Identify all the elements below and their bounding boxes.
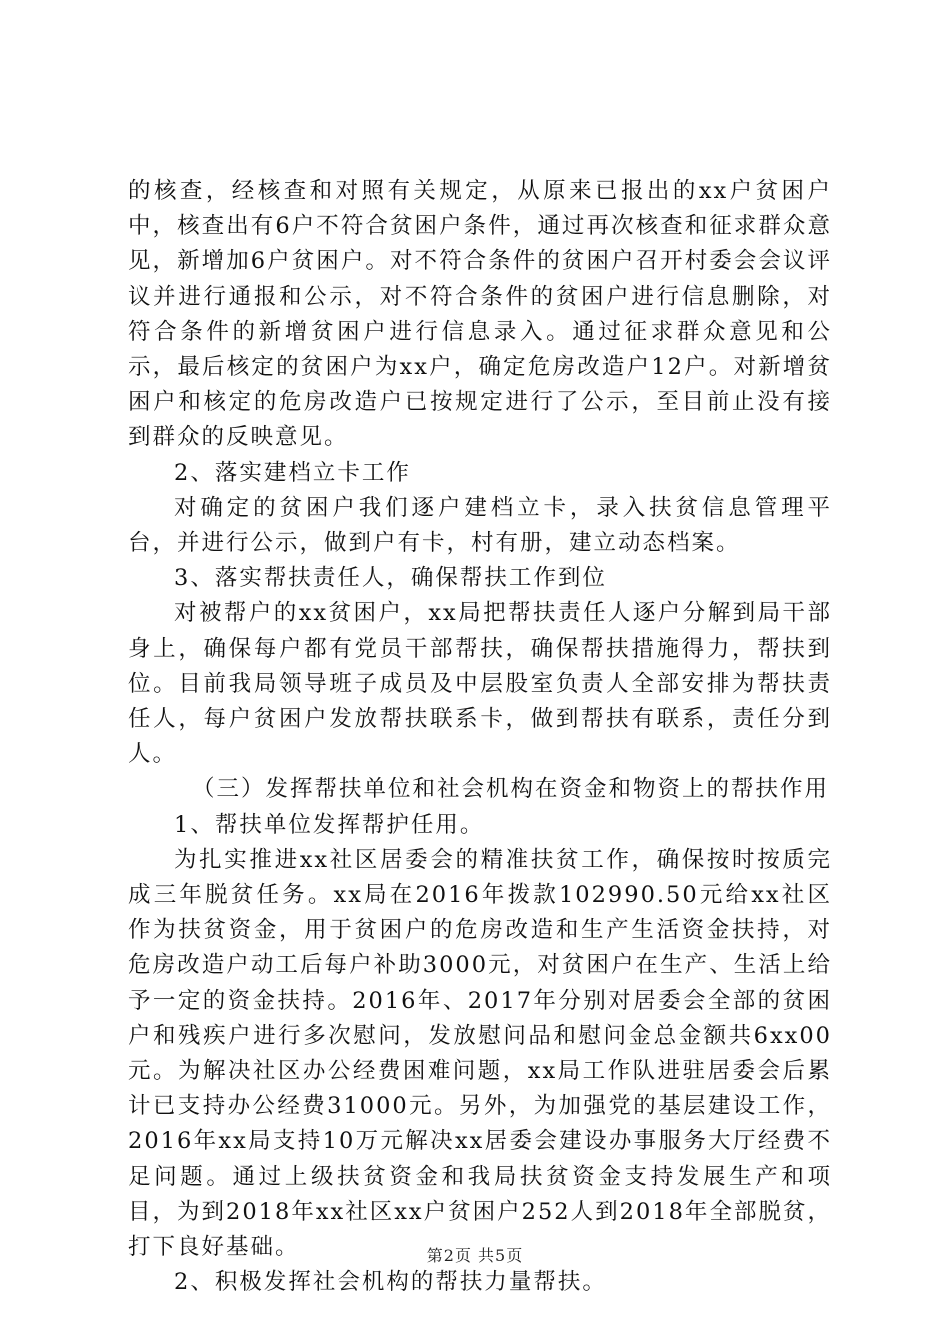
- heading-social-support: 2、积极发挥社会机构的帮扶力量帮扶。: [174, 1269, 607, 1296]
- paragraph-unit-support: 为扎实推进xx社区居委会的精准扶贫工作，确保按时按质完成三年脱贫任务。xx局在2016年拨款102990.50元给xx社区作为扶贫资金，用于贫困户的危房改造和生产生活资金扶持，对危房改造户动工后每户补助3000元，对贫困户在生产、生活上给予一定的资金扶持。2016年、2017年分别对居委会全部的贫困户和残疾户进行多次慰问，发放慰问品和慰问金总金额共6xx00元。为解决社区办公经费困难问题，xx局工作队进驻居委会后累计已支持办公经费31000元。另外，为加强党的基层建设工作，2016年xx局支持10万元解决xx居委会建设办事服务大厅经费不足问题。通过上级扶贫资金和我局扶贫资金支持发展生产和项目，为到2018年xx社区xx户贫困户252人到2018年全部脱贫，打下良好基础。: [128, 846, 832, 1261]
- paragraph-responsible-person: 对被帮户的xx贫困户，xx局把帮扶责任人逐户分解到局干部身上，确保每户都有党员干部帮扶，确保帮扶措施得力，帮扶到位。目前我局领导班子成员及中层股室负责人全部安排为帮扶责任人，每户贫困户发放帮扶联系卡，做到帮扶有联系，责任分到人。: [128, 600, 832, 768]
- heading-responsible-person: 3、落实帮扶责任人，确保帮扶工作到位: [174, 565, 607, 592]
- heading-archive-card: 2、落实建档立卡工作: [174, 459, 411, 486]
- heading-unit-support: 1、帮扶单位发挥帮护任用。: [174, 811, 485, 838]
- document-body: [128, 174, 832, 1301]
- paragraph-archive-card: 对确定的贫困户我们逐户建档立卡，录入扶贫信息管理平台，并进行公示，做到户有卡，村有册，建立动态档案。: [128, 494, 832, 557]
- paragraph-verification: 的核查，经核查和对照有关规定，从原来已报出的xx户贫困户中，核查出有6户不符合贫困户条件，通过再次核查和征求群众意见，新增加6户贫困户。对不符合条件的贫困户召开村委会会议评议并进行通报和公示，对不符合条件的贫困户进行信息删除，对符合条件的新增贫困户进行信息录入。通过征求群众意见和公示，最后核定的贫困户为xx户，确定危房改造户12户。对新增贫困户和核定的危房改造户已按规定进行了公示，至目前止没有接到群众的反映意见。: [128, 178, 832, 451]
- page-footer: 第2页 共5页: [426, 1246, 524, 1265]
- section-heading-funding: （三）发挥帮扶单位和社会机构在资金和物资上的帮扶作用: [192, 776, 830, 803]
